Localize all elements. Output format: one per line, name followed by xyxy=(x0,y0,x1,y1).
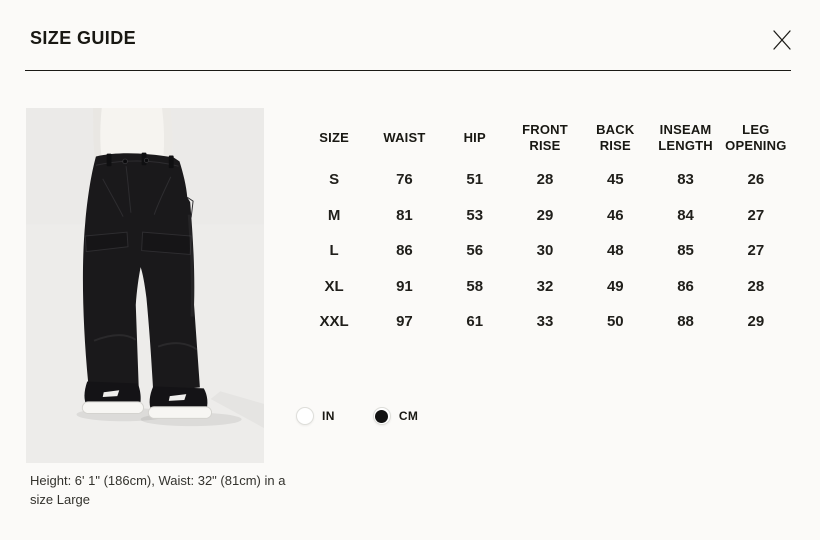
measurement-value: 45 xyxy=(606,171,624,189)
unit-option-label: CM xyxy=(398,409,419,423)
measurement-value: 29 xyxy=(747,313,765,331)
radio-unselected-icon[interactable] xyxy=(296,407,314,425)
column-header: FRONT RISE xyxy=(522,122,568,153)
product-image-black-cargo-pants xyxy=(26,108,264,463)
column-header: WAIST xyxy=(383,130,426,145)
measurement-value: 29 xyxy=(536,206,554,224)
size-label: S xyxy=(329,171,340,189)
measurement-value: 97 xyxy=(396,313,413,331)
measurement-value: 85 xyxy=(677,242,694,260)
table-row xyxy=(299,233,791,269)
measurement-value: 33 xyxy=(536,313,554,331)
measurement-value: 84 xyxy=(677,206,694,224)
radio-selected-icon[interactable] xyxy=(373,407,391,425)
table-row xyxy=(299,162,791,198)
measurement-value: 26 xyxy=(747,171,765,189)
measurement-value: 32 xyxy=(536,277,554,295)
measurement-value: 51 xyxy=(466,171,484,189)
column-header: INSEAM LENGTH xyxy=(658,122,713,153)
measurement-value: 76 xyxy=(396,171,413,189)
measurement-value: 27 xyxy=(747,242,765,260)
size-label: XL xyxy=(324,277,344,295)
measurement-value: 48 xyxy=(606,242,624,260)
unit-option-in[interactable] xyxy=(296,407,335,425)
column-header: LEG OPENING xyxy=(725,122,787,153)
measurement-value: 61 xyxy=(466,313,484,331)
measurement-value: 28 xyxy=(747,277,765,295)
column-header: HIP xyxy=(463,130,486,145)
size-label: M xyxy=(327,206,341,224)
table-row xyxy=(299,304,791,340)
column-header: SIZE xyxy=(319,130,349,145)
measurement-value: 86 xyxy=(396,242,413,260)
unit-option-label: IN xyxy=(322,409,335,423)
measurement-value: 28 xyxy=(536,171,554,189)
measurement-value: 56 xyxy=(466,242,484,260)
measurement-value: 83 xyxy=(677,171,694,189)
size-table-header xyxy=(299,114,791,162)
header-divider xyxy=(25,70,791,71)
table-row xyxy=(299,269,791,305)
size-label: XXL xyxy=(319,313,349,331)
measurement-value: 50 xyxy=(606,313,624,331)
unit-toggle xyxy=(296,407,418,425)
size-label: L xyxy=(329,242,339,260)
measurement-value: 46 xyxy=(606,206,624,224)
measurement-value: 30 xyxy=(536,242,554,260)
close-button[interactable] xyxy=(766,24,798,56)
size-table xyxy=(299,114,791,340)
measurement-value: 81 xyxy=(396,206,413,224)
measurement-value: 49 xyxy=(606,277,624,295)
column-header: BACK RISE xyxy=(596,122,635,153)
measurement-value: 91 xyxy=(396,277,413,295)
measurement-value: 86 xyxy=(677,277,694,295)
size-table-body xyxy=(299,162,791,340)
measurement-value: 88 xyxy=(677,313,694,331)
table-row xyxy=(299,198,791,234)
measurement-value: 53 xyxy=(466,206,484,224)
page-title: SIZE GUIDE xyxy=(30,28,137,48)
unit-option-cm[interactable] xyxy=(373,407,418,425)
measurement-value: 58 xyxy=(466,277,484,295)
model-size-caption: Height: 6' 1" (186cm), Waist: 32" (81cm) in a size Large xyxy=(30,473,286,507)
close-icon xyxy=(769,27,795,53)
measurement-value: 27 xyxy=(747,206,765,224)
